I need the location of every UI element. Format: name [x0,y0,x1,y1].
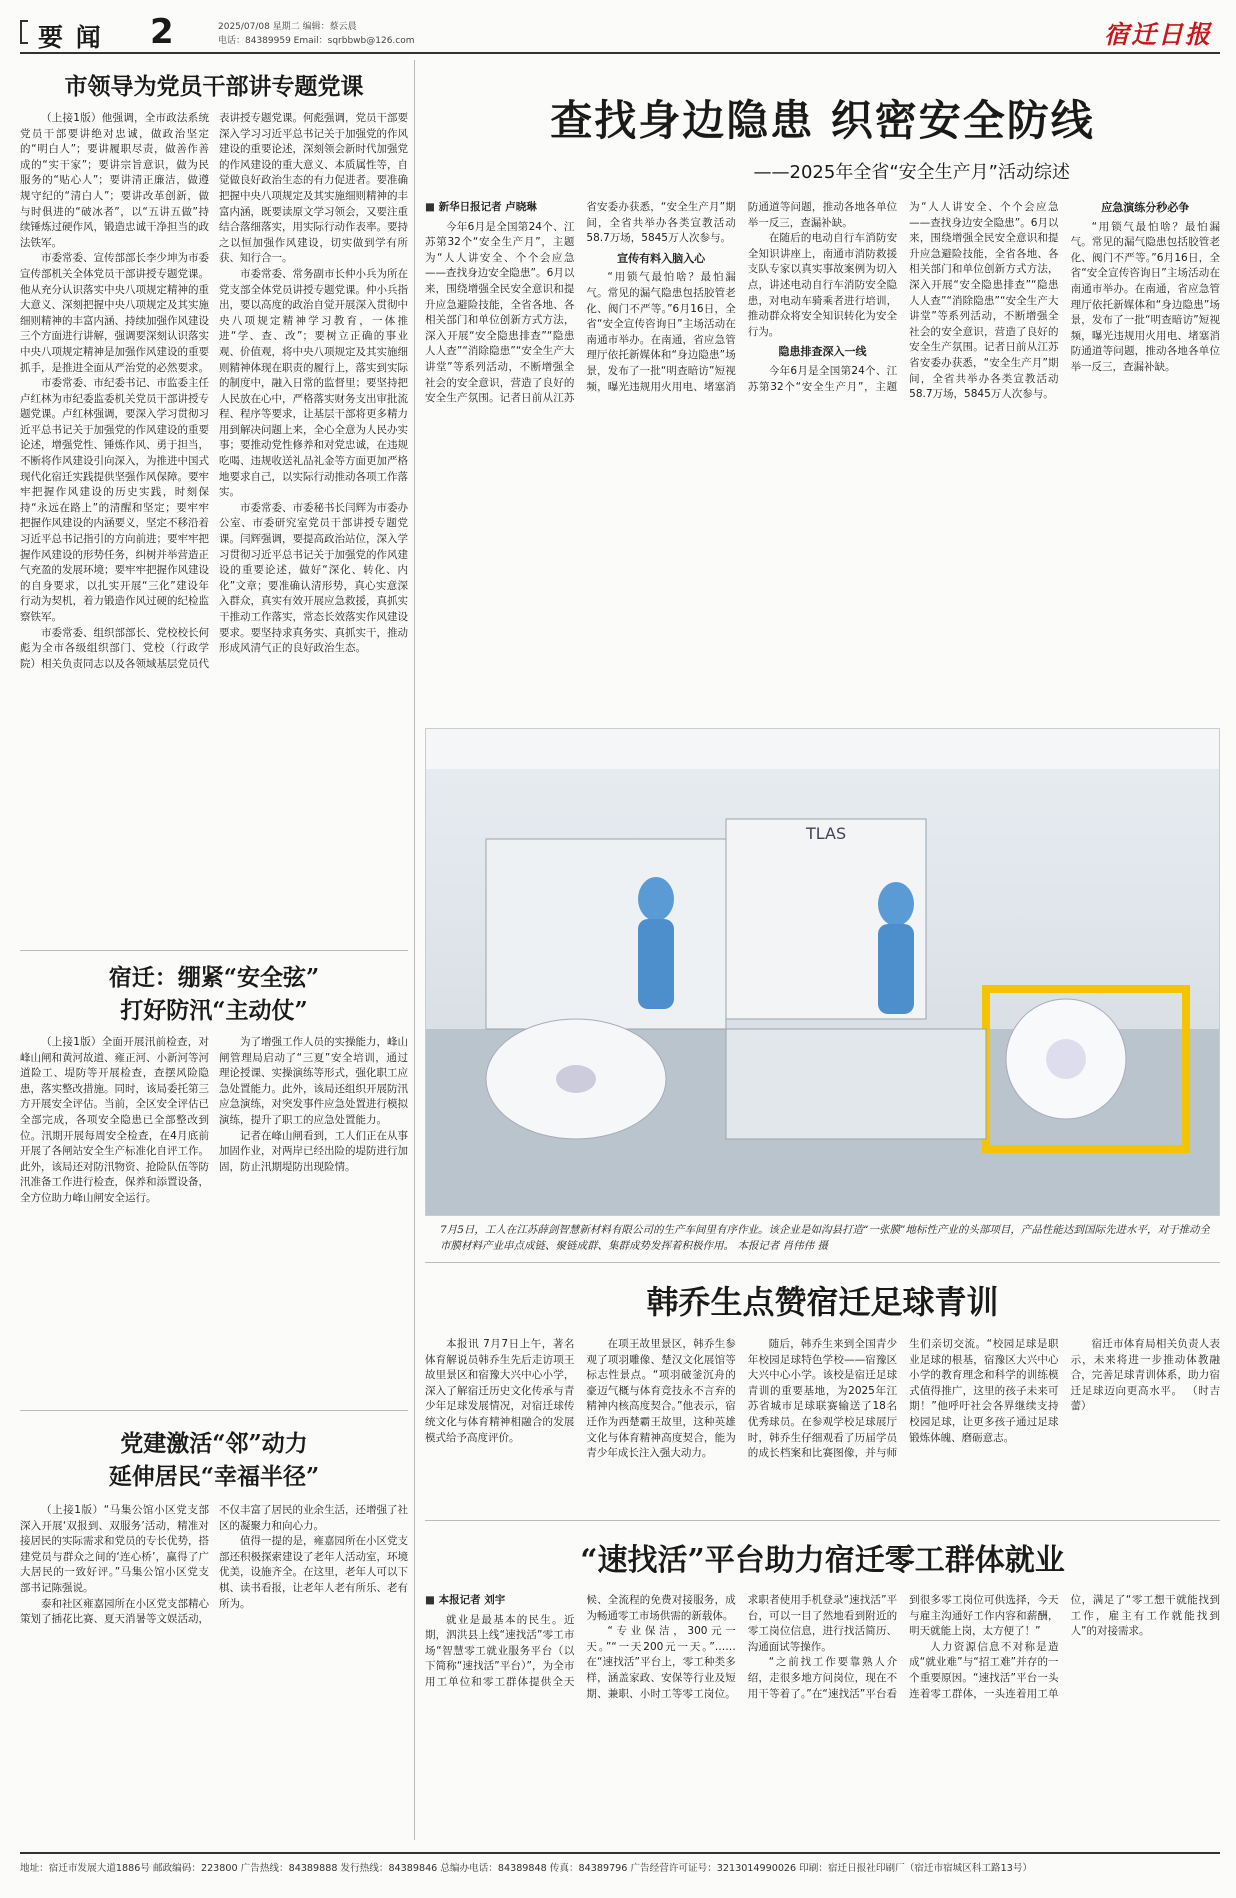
masthead [20,12,1220,52]
safety-body [425,200,1220,720]
safety-para: “用锁气最怕啥？最怕漏气。常见的漏气隐患包括胶管老化、阀门不严等。”6月16日，全省“安全宣传咨询日”主场活动在南通市举办。在南通，省应急管理厅依托新媒体和“身边隐患”场景，发布了一批“明查暗访”短视频，曝光违规用火用电、堵塞消防通道等问题，推动各地各单位举一反三，查漏补缺。 [1070,220,1220,373]
safety-subhead: 隐患排查深入一线 [778,345,867,359]
community-article [20,1410,408,1840]
flood-title-2: 打好防汛“主动仗” [120,997,308,1024]
employment-article [425,1520,1220,1840]
flood-para: 记者在峰山闸看到，工人们正在从事加固作业，对两岸已经出险的堤防进行加固，防止汛期堤防出现险情。 [219,1129,408,1173]
football-rule [425,1262,1220,1263]
flood-title-1: 宿迁：绷紧“安全弦” [108,964,320,991]
football-para: 随后，韩乔生来到全国青少年校园足球特色学校——宿豫区大兴中心小学。该校是宿迁足球青训的重要基地，为2025年江苏省城市足球联赛输送了18名优秀球员。在参观学校足球展厅时，韩乔生仔细观看了历届学员的成长档案和比赛图像，并与师生们亲切交流。“校园足球是职业足球的根基，宿豫区大兴中心小学的教育理念和科学的训练模式值得推广，这里的孩子未来可期！”他呼吁社会各界继续支持校园足球，让更多孩子通过足球锻炼体魄、磨砺意志。 [747,1338,1059,1460]
leaders-para: 市委常委、宣传部部长李少坤为市委宣传部机关全体党员干部讲授专题党课。他从充分认识落实中央八项规定精神的重大意义、深刻把握中央八项规定及其实施细则精神的丰富内涵、持续加强作风建设三个方面进行讲解，强调要深刻认识落实中央八项规定精神是加强作风建设的重要抓手，是推进全面从严治党的必然要求。 [20,252,209,374]
leaders-title: 市领导为党员干部讲专题党课 [64,73,364,100]
photo-caption: 7月5日，工人在江苏薛剑智慧新材料有限公司的生产车间里有序作业。该企业是如沟县打造“一张膜”地标性产业的头部项目，产品性能达到国际先进水平，对于推动全市膜材料产业串点成链、聚链成群、集群成势发挥着积极作用。 本报记者 肖伟伟 摄 [440,1224,1210,1252]
factory-photo [425,728,1220,1216]
employment-byline: ■ 本报记者 刘宇 [425,1593,574,1609]
safety-para: 在随后的电动自行车消防安全知识讲座上，南通市消防救援支队专家以真实事故案例为切入点，讲述电动自行车消防安全隐患，对电动车骑乘者进行培训，推动群众将安全知识转化为安全行为。 [747,232,898,338]
football-article [425,1262,1220,1512]
community-rule [20,1410,408,1411]
leaders-body [20,111,408,931]
football-para: 在项王故里景区，韩乔生参观了项羽雕像、楚汉文化展馆等标志性景点。“项羽破釜沉舟的豪迈气概与体育竞技永不言弃的精神内核高度契合。”他表示，宿迁作为西楚霸王故里，这种英雄文化与体育精神高度契合，能为青少年成长注入强大动力。 [586,1338,736,1460]
safety-para: 今年6月是全国第24个、江苏第32个“安全生产月”，主题为“人人讲安全、个个会应急——查找身边安全隐患”。6月以来，围绕增强全民安全意识和提升应急避险技能，全省各地、各相关部门和单位创新方式方法，深入开展“安全隐患排查”“隐患人人查”“消除隐患”“安全生产大讲堂”等系列活动，不断增强全社会的安全意识，营造了良好的安全生产氛围。记者日前从江苏省安委办获悉，“安全生产月”期间，全省共举办各类宣教活动58.7万场，5845万人次参与。 [425,201,736,405]
community-body [20,1503,408,1823]
community-para: 泰和社区雍嘉园所在小区党支部精心策划了插花比赛、夏天消暑等文娱活动，不仅丰富了居民的业余生活，还增强了社区的凝聚力和向心力。 [20,1504,408,1626]
safety-subtitle: ——2025年全省“安全生产月”活动综述 [753,162,1070,183]
employment-para: “专业保洁，300元一天。”“一天200元一天。”……在“速找活”平台上，零工种类多样，涵盖家政、安保等行业及短期、兼职、小时工等零工岗位。求职者使用手机登录“速找活”平台，可以一目了然地看到附近的零工岗位信息，进行找活简历、沟通面试等操作。 [586,1594,898,1700]
community-para: （上接1版）“马集公馆小区党支部深入开展‘双报到、双服务’活动，精准对接居民的实际需求和党员的专长优势，搭建党员与群众之间的‘连心桥’，赢得了广大居民的一致好评。”马集公馆小区党支部书记陈强说。 [20,1504,209,1594]
leaders-para: 市委常委、组织部部长、党校校长何彪为全市各级组织部门、党校（行政学院）相关负责同志以及各领域基层党员代表讲授专题党课。何彪强调，党员干部要深入学习习近平总书记关于加强党的作风建设的重要论述，深刻领会新时代加强党的作风建设的重大意义、本质属性等，自觉做良好政治生态的有力促进者。要准确把握中央八项规定及其实施细则精神的丰富内涵，既要读原文学习领会，又要注重结合落细落实，用实际行动作表率。要持之以恒加强作风建设，切实做到学有所获、知行合一。 [20,112,408,670]
community-title-2: 延伸居民“幸福半径” [108,1463,320,1490]
football-body [425,1337,1220,1507]
employment-rule [425,1520,1220,1521]
column-divider [414,60,415,1840]
employment-body [425,1593,1220,1833]
flood-rule [20,950,408,951]
community-title-1: 党建激活“邻”动力 [120,1430,308,1457]
employment-para: 就业是最基本的民生。近期，泗洪县上线“速找活”零工市场“智慧零工就业服务平台（以下简称“速找活”平台）”，为全市用工单位和零工群体提供全天候、全流程的免费对接服务，成为畅通零工市场供需的新载体。 [425,1594,736,1688]
leaders-para: 市委常委、市纪委书记、市监委主任卢红林为市纪委监委机关党员干部讲授专题党课。卢红林强调，要深入学习贯彻习近平总书记关于加强党的作风建设的重要论述，增强党性、锤炼作风、勇于担当，不断将作风建设引向深入，为推进中国式现代化宿迁实践提供坚强作风保障。要牢牢把握作风建设的历史实践，时刻保持“永远在路上”的清醒和坚定；要牢牢把握作风建设的内涵要义，坚定不移沿着习近平总书记指引的方向前进；要牢牢把握作风建设的形势任务，纠树并举营造正气充盈的发展环境；要牢牢把握作风建设的自身要求，以扎实开展“三化”建设年行动为契机，着力锻造作风过硬的纪检监察铁军。 [20,377,209,623]
footer-rule [20,1852,1220,1854]
factory-illustration [426,729,1220,1216]
issue-date: 2025/07/08 星期二 编辑：蔡云晨 [218,22,357,32]
page-number: 2 [150,12,174,52]
employment-para: 人力资源信息不对称是造成“就业难”与“招工难”并存的一个重要原因。“速找活”平台一头连着零工群体，一头连着用工单位，满足了“零工想干就能找到工作，雇主有工作就能找到人”的对接需求。 [909,1594,1220,1700]
footer-info: 地址：宿迁市发展大道1886号 邮政编码：223800 广告热线：84389888 发行热线：84389846 总编办电话：84389848 传真：84389796 广告经营许可证号：3213014990026 印刷：宿迁日报社印刷厂（宿迁市宿城区科工路13号） [20,1863,1033,1874]
employment-title: “速找活”平台助力宿迁零工群体就业 [580,1543,1065,1578]
employment-para: “之前找工作要靠熟人介绍，走很多地方问岗位，现在不用干等着了。”在“速找活”平台看到很多零工岗位可供选择，今天与雇主沟通好工作内容和薪酬，明天就能上岗，太方便了！” [747,1594,1059,1700]
leaders-para: 市委常委、常务副市长仲小兵为所在党支部全体党员讲授专题党课。仲小兵指出，要以高度的政治自觉开展深入贯彻中央八项规定精神学习教育，一体推进“学、查、改”；要树立正确的事业观、价值观，将中央八项规定及其实施细则精神体现在职责的履行上，落实到实际的制度中，融入日常的监督里；要坚持把人民放在心中，严格落实财务支出审批流程、程序等要求，让基层干部将更多精力用到解决问题上来，全心全意为人民办实事；要推动党性修养和对党忠诚，在违规吃喝、违规收送礼品礼金等方面更加严格地要求自己，以实际行动推动各项工作落实。 [219,267,408,499]
paper-logo: 宿迁日报 [1103,20,1212,49]
leaders-para: 市委常委、市委秘书长闫辉为市委办公室、市委研究室党员干部讲授专题党课。闫辉强调，要提高政治站位，深入学习贯彻习近平总书记关于加强党的作风建设的重要论述，做好“深化、转化、内化”文章；要准确认清形势，真心实意深入群众，真实有效开展应急救援，真抓实干推动工作落实，常态长效落实作风建设要求。要坚持求真务实、真抓实干，推动形成风清气正的良好政治生态。 [219,501,408,655]
masthead-bracket [20,20,28,44]
issue-contact: 电话：84389959 Email：sqrbbwb@126.com [218,36,415,46]
leaders-article [20,60,408,940]
section-name: 要 闻 [38,23,103,52]
masthead-rule [20,52,1220,54]
safety-para: 今年6月是全国第24个、江苏第32个“安全生产月”，主题为“人人讲安全、个个会应急——查找身边安全隐患”。6月以来，围绕增强全民安全意识和提升应急避险技能，全省各地、各相关部门和单位创新方式方法，深入开展“安全隐患排查”“隐患人人查”“消除隐患”“安全生产大讲堂”等系列活动，不断增强全社会的安全意识，营造了良好的安全生产氛围。记者日前从江苏省安委办获悉，“安全生产月”期间，全省共举办各类宣教活动58.7万场，5845万人次参与。 [747,201,1059,401]
flood-para: （上接1版）全面开展汛前检查，对峰山闸和黄河故道、雍正河、小新河等河道险工、堤防等开展检查，查摆风险隐患，落实整改措施。同时，该局委托第三方开展安全评估。当前，全区安全评估已全部完成，各项安全隐患已全部整改到位。汛期开展每周安全检查，在4月底前开展了各闸站安全生产标准化自评工作。此外，该局还对防汛物资、抢险队伍等防汛准备工作进行检查，保养和添置设备，全方位助力峰山闸安全运行。 [20,1036,209,1204]
safety-subhead: 应急演练分秒必争 [1101,201,1190,214]
flood-article [20,950,408,1400]
safety-byline: ■ 新华日报记者 卢晓琳 [425,200,574,216]
leaders-para: （上接1版）他强调，全市政法系统党员干部要讲绝对忠诚，做政治坚定的“明白人”；要讲履职尽责，做善作善成的“实干家”；要讲宗旨意识，做为民服务的“贴心人”；要讲清正廉洁，做遵规守纪的“清白人”；要讲改革创新，做与时俱进的“破冰者”，以“五讲五做”持续锤炼过硬作风，锻造忠诚干净担当的政法铁军。 [20,112,209,249]
football-para: 本报讯 7月7日上午，著名体育解说员韩乔生先后走访项王故里景区和宿豫大兴中心小学，深入了解宿迁历史文化传承与青少年足球发展情况，对宿迁球传统文化与体育精神相融合的发展模式给予高度评价。 [425,1338,575,1444]
flood-body [20,1035,408,1395]
safety-article [425,60,1220,724]
football-title: 韩乔生点赞宿迁足球青训 [646,1283,999,1321]
machine-logo-text: TLAS [806,824,847,843]
safety-title: 查找身边隐患 织密安全防线 [550,96,1095,145]
football-para: 宿迁市体育局相关负责人表示，未来将进一步推动体教融合，完善足球青训体系，助力宿迁足球迈向更高水平。 （时吉蕾） [1070,1338,1220,1413]
safety-subhead: 宣传有料入脑入心 [617,251,706,265]
flood-para: 为了增强工作人员的实操能力，峰山闸管理局启动了“三夏”安全培训，通过理论授课、实操演练等形式，强化职工应急处置能力。此外，该局还组织开展防汛应急演练，对突发事件应急处置进行模拟演练，提升了职工的应急处置能力。 [219,1036,408,1126]
community-para: 值得一提的是，雍嘉园所在小区党支部还积极探索建设了老年人活动室，环境优美，设施齐全。在这里，老年人可以下棋、读书看报，让老年人老有所乐、老有所为。 [219,1535,408,1610]
safety-para: “用锁气最怕啥？最怕漏气。常见的漏气隐患包括胶管老化、阀门不严等。”6月16日，全省“安全宣传咨询日”主场活动在南通市举办。在南通，省应急管理厅依托新媒体和“身边隐患”场景，发布了一批“明查暗访”短视频，曝光违规用火用电、堵塞消防通道等问题，推动各地各单位举一反三，查漏补缺。 [586,201,898,393]
